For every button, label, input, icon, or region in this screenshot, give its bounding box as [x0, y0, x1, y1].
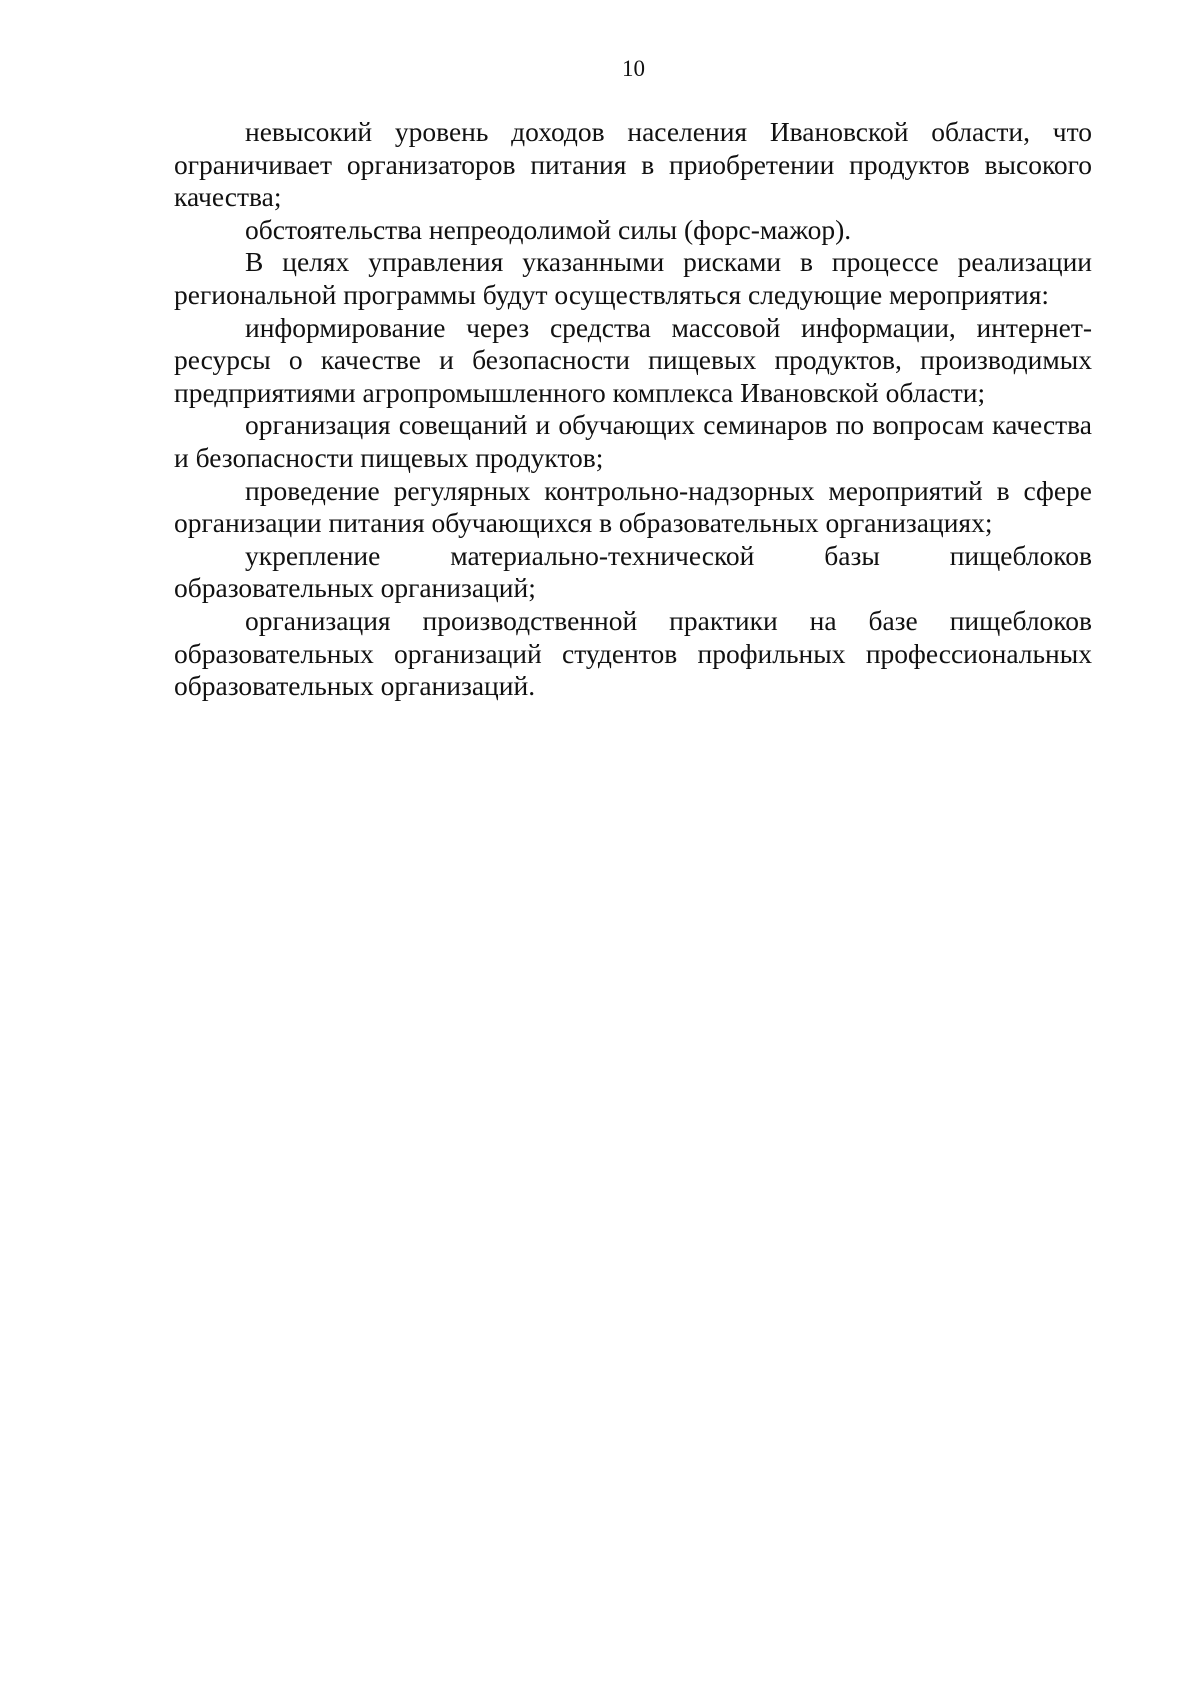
paragraph-media-information: информирование через средства массовой информации, интернет-ресурсы о качестве и безопасности пищевых продуктов, производимых предприятиями агропромышленного комплекса Ивановской области;: [174, 311, 1092, 408]
document-body: [174, 116, 1092, 703]
page-number: 10: [622, 56, 645, 81]
paragraph-kitchen-upgrade: укрепление материально-технической базы пищеблоков образовательных организаций;: [174, 539, 1092, 604]
paragraph-student-practice: организация производственной практики на базе пищеблоков образовательных организаций студентов профильных профессиональных образовательных организаций.: [174, 604, 1092, 702]
paragraph-meetings-seminars: организация совещаний и обучающих семинаров по вопросам качества и безопасности пищевых продуктов;: [174, 409, 1092, 473]
paragraph-risk-management-intro: В целях управления указанными рисками в процессе реализации региональной программы будут осуществляться следующие мероприятия:: [174, 246, 1092, 310]
paragraph-force-majeure: обстоятельства непреодолимой силы (форс-мажор).: [245, 213, 852, 245]
paragraph-inspections: проведение регулярных контрольно-надзорных мероприятий в сфере организации питания обучающихся в образовательных организациях;: [174, 474, 1092, 539]
paragraph-low-income: невысокий уровень доходов населения Ивановской области, что ограничивает организаторов питания в приобретении продуктов высокого качества;: [174, 116, 1092, 213]
